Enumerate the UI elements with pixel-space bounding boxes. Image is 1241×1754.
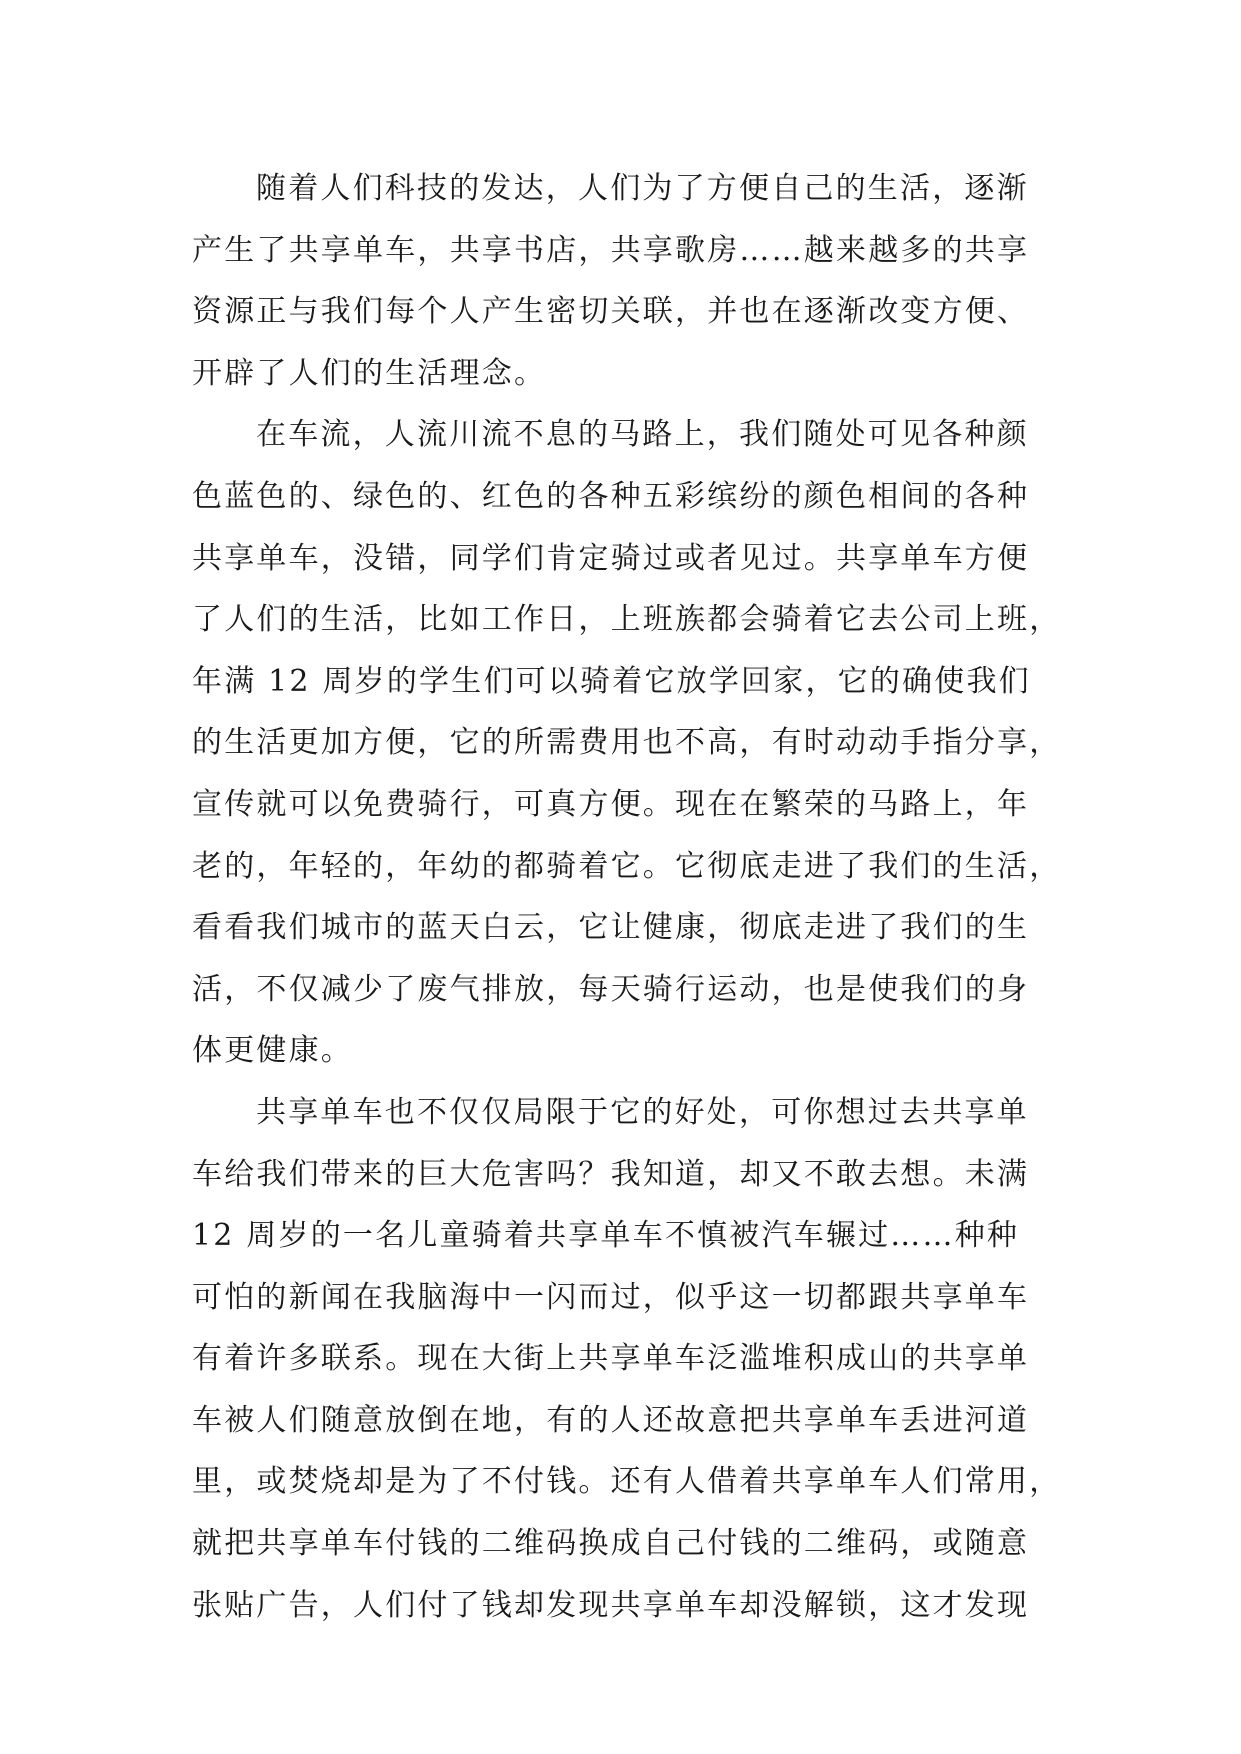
paragraph-1 (192, 158, 1072, 404)
text-line: 色蓝色的、绿色的、红色的各种五彩缤纷的颜色相间的各种 (192, 478, 1030, 514)
text-line: 活，不仅减少了废气排放，每天骑行运动，也是使我们的身 (192, 971, 1030, 1007)
text-line: 就把共享单车付钱的二维码换成自己付钱的二维码，或随意 (192, 1526, 1030, 1562)
text-line: 年满 12 周岁的学生们可以骑着它放学回家，它的确使我们 (192, 663, 1031, 699)
text-line: 张贴广告，人们付了钱却发现共享单车却没解锁，这才发现 (192, 1587, 1030, 1623)
body-text (192, 158, 1072, 1636)
text-line: 体更健康。 (192, 1033, 353, 1069)
text-line: 里，或焚烧却是为了不付钱。还有人借着共享单车人们常用， (192, 1464, 1062, 1500)
text-line: 宣传就可以免费骑行，可真方便。现在在繁荣的马路上，年 (192, 786, 1030, 822)
text-line: 老的，年轻的，年幼的都骑着它。它彻底走进了我们的生活， (192, 848, 1062, 884)
text-line: 开辟了人们的生活理念。 (192, 355, 547, 391)
text-line: 12 周岁的一名儿童骑着共享单车不慎被汽车辗过……种种 (192, 1218, 1020, 1254)
text-line: 产生了共享单车，共享书店，共享歌房……越来越多的共享 (192, 232, 1030, 268)
text-line: 看看我们城市的蓝天白云，它让健康，彻底走进了我们的生 (192, 910, 1030, 946)
paragraph-3 (192, 1082, 1072, 1636)
text-line: 随着人们科技的发达，人们为了方便自己的生活，逐渐 (256, 171, 1029, 206)
paragraph-2 (192, 404, 1072, 1082)
text-line: 的生活更加方便，它的所需费用也不高，有时动动手指分享， (192, 725, 1062, 761)
text-line: 资源正与我们每个人产生密切关联，并也在逐渐改变方便、 (192, 294, 1030, 330)
text-line: 车给我们带来的巨大危害吗？我知道，却又不敢去想。未满 (192, 1156, 1030, 1192)
text-line: 了人们的生活，比如工作日，上班族都会骑着它去公司上班， (192, 602, 1062, 638)
text-line: 可怕的新闻在我脑海中一闪而过，似乎这一切都跟共享单车 (192, 1279, 1030, 1315)
text-line: 有着许多联系。现在大街上共享单车泛滥堆积成山的共享单 (192, 1341, 1030, 1377)
text-line: 共享单车，没错，同学们肯定骑过或者见过。共享单车方便 (192, 540, 1030, 576)
text-line: 共享单车也不仅仅局限于它的好处，可你想过去共享单 (256, 1094, 1029, 1130)
text-line: 在车流，人流川流不息的马路上，我们随处可见各种颜 (256, 417, 1029, 453)
text-line: 车被人们随意放倒在地，有的人还故意把共享单车丢进河道 (192, 1402, 1030, 1438)
